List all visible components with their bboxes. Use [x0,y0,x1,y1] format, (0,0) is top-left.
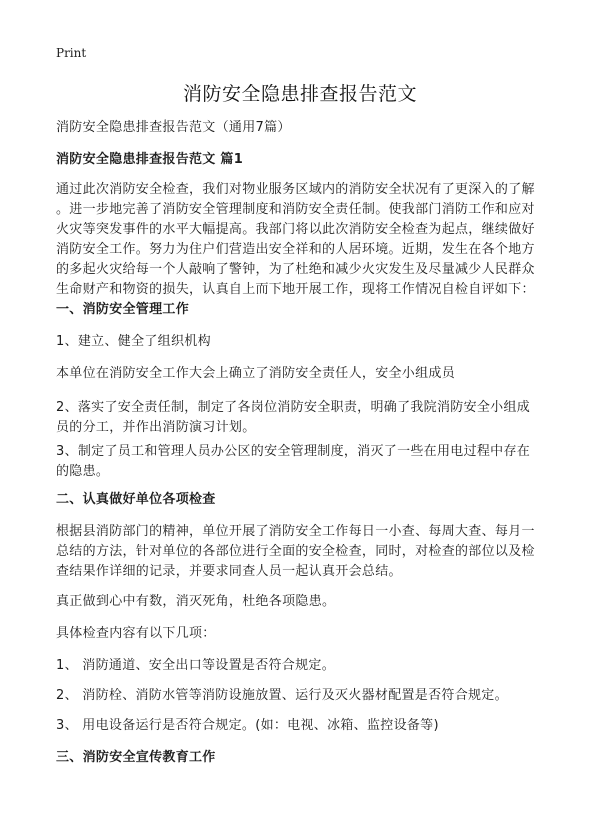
paragraph-line: 的隐患。 [56,464,110,479]
paragraph-line: 火灾等突发事件的水平大幅提高。我部门将以此次消防安全检查为起点，继续做好 [56,222,535,237]
list-item [56,442,551,482]
paragraph-line: 2、落实了安全责任制，制定了各岗位消防安全职责，明确了我院消防安全小组成 [56,400,531,415]
paragraph-line: 通过此次消防安全检查，我们对物业服务区域内的消防安全状况有了更深入的了解 [56,182,535,197]
paragraph-line: 根据县消防部门的精神，单位开展了消防安全工作每日一小查、每周大查、每月一 [56,524,535,539]
section-heading: 一、消防安全管理工作 [56,302,190,317]
print-link[interactable]: Print [56,46,87,60]
list-item: 3、 用电设备运行是否符合规定。(如：电视、冰箱、监控设备等) [56,718,439,733]
section-sentence: 真正做到心中有数，消灭死角，杜绝各项隐患。 [56,594,336,609]
list-item: 2、 消防栓、消防水管等消防设施放置、运行及灭火器材配置是否符合规定。 [56,688,508,703]
intro-paragraph [56,180,551,300]
list-item: 1、建立、健全了组织机构 [56,334,211,349]
paragraph-line: 查结果作详细的记录，并要求同查人员一起认真开会总结。 [56,564,402,579]
paragraph-line: 员的分工，并作出消防演习计划。 [56,420,256,435]
article-heading: 消防安全隐患排查报告范文 篇1 [56,152,244,167]
list-item: 1、 消防通道、安全出口等设置是否符合规定。 [56,658,336,673]
paragraph-line: 生命财产和物资的损失，认真自上而下地开展工作，现将工作情况自检自评如下： [56,282,535,297]
section-paragraph [56,522,551,582]
section-heading: 二、认真做好单位各项检查 [56,492,216,507]
paragraph-line: 的多起火灾给每一个人敲响了警钟，为了杜绝和减少火灾发生及尽量减少人民群众 [56,262,535,277]
section-heading: 三、消防安全宣传教育工作 [56,750,216,765]
list-intro: 具体检查内容有以下几项： [56,626,216,641]
paragraph-line: 消防安全工作。努力为住户们营造出安全祥和的人居环境。近期，发生在各个地方 [56,242,535,257]
list-item [56,398,551,438]
document-subtitle: 消防安全隐患排查报告范文（通用7篇） [56,120,291,135]
page-title: 消防安全隐患排查报告范文 [182,83,417,105]
list-item-detail: 本单位在消防安全工作大会上确立了消防安全责任人，安全小组成员 [56,366,456,381]
paragraph-line: 总结的方法，针对单位的各部位进行全面的安全检查，同时，对检查的部位以及检 [56,544,535,559]
paragraph-line: 3、制定了员工和管理人员办公区的安全管理制度，消灭了一些在用电过程中存在 [56,444,531,459]
paragraph-line: 。进一步地完善了消防安全管理制度和消防安全责任制。使我部门消防工作和应对 [56,202,535,217]
